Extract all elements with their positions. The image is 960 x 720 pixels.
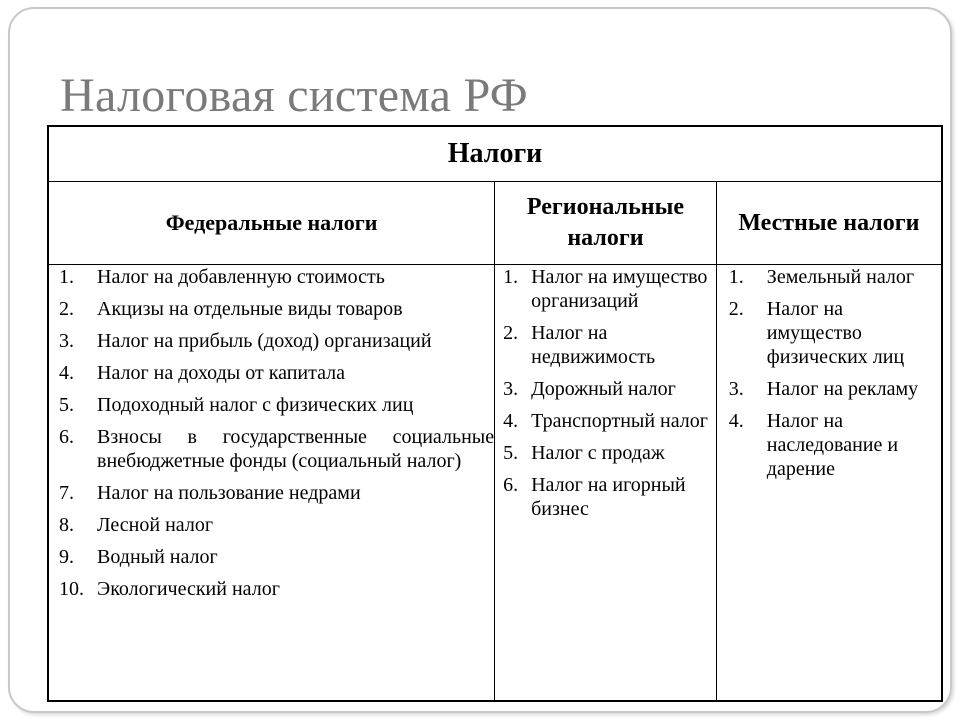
list-item [49,481,494,505]
list-item-number: 2. [503,322,519,344]
list-item-number: 1. [728,266,744,288]
list-item-number: 5. [503,442,519,464]
list-item-text: Налог на добавленную стоимость [97,266,385,288]
list-item-number: 1. [503,266,519,288]
federal-taxes-list [49,265,494,601]
list-item-number: 6. [503,474,519,496]
local-taxes-header [716,182,942,265]
list-item-text: Налог на рекламу [766,378,919,400]
list-item [495,473,716,521]
list-item [49,513,494,537]
list-item [49,425,494,473]
list-item-number: 3. [728,378,744,400]
list-item [49,545,494,569]
list-item-number: 4. [728,410,744,432]
list-item-text: Налог на наследование и дарение [766,410,899,480]
list-item [49,297,494,321]
list-item [495,409,716,433]
local-taxes-header-text: Местные налоги [738,209,920,236]
local-taxes-cell [716,265,942,702]
tax-lists-row [48,265,942,702]
list-item-text: Дорожный налог [531,378,676,400]
list-item-number: 9. [59,546,74,568]
list-item [717,297,941,369]
list-item-text: Экологический налог [97,578,280,600]
list-item-number: 7. [59,482,74,504]
regional-taxes-list [495,265,716,521]
list-item [49,361,494,385]
list-item-text: Налог на имущество физических лиц [766,298,905,368]
list-item-number: 5. [59,394,74,416]
list-item [717,377,941,401]
list-item [495,441,716,465]
list-item-number: 4. [59,362,74,384]
federal-taxes-cell [48,265,495,702]
slide-title: Налоговая система РФ [60,69,528,122]
list-item-text: Взносы в государственные социальные внебюджетные фонды (социальный налог) [97,426,495,472]
list-item-text: Водный налог [97,546,218,568]
column-header-row [48,182,942,265]
list-item-number: 2. [728,298,744,320]
list-item [49,265,494,289]
list-item-number: 3. [503,378,519,400]
list-item-number: 3. [59,330,74,352]
list-item-number: 1. [59,266,74,288]
list-item-text: Земельный налог [766,266,915,288]
local-taxes-list [717,265,941,481]
list-item [495,265,716,313]
table-header-row [48,126,942,182]
list-item-text: Подоходный налог с физических лиц [97,394,414,416]
list-item-number: 2. [59,298,74,320]
list-item-text: Налог на пользование недрами [97,482,361,504]
list-item-number: 10. [59,578,84,600]
federal-taxes-header: Федеральные налоги [48,182,495,265]
list-item-text: Налог на недвижимость [531,322,656,368]
list-item [49,329,494,353]
regional-taxes-cell [495,265,717,702]
list-item-number: 8. [59,514,74,536]
list-item-text: Налог на игорный бизнес [531,474,686,520]
list-item-text: Налог с продаж [531,442,665,464]
list-item [717,265,941,289]
list-item-text: Лесной налог [97,514,214,536]
list-item-text: Налог на доходы от капитала [97,362,346,384]
list-item [717,409,941,481]
list-item [49,577,494,601]
regional-taxes-header [495,182,717,265]
list-item-text: Акцизы на отдельные виды товаров [97,298,403,320]
list-item [49,393,494,417]
list-item-number: 4. [503,410,519,432]
list-item-text: Налог на прибыль (доход) организаций [97,330,432,352]
taxes-header: Налоги [48,126,942,182]
regional-taxes-header-text: Региональные налоги [526,194,685,251]
list-item [495,377,716,401]
tax-table [47,125,943,702]
list-item [495,321,716,369]
list-item-text: Транспортный налог [531,410,708,432]
list-item-number: 6. [59,426,74,448]
list-item-text: Налог на имущество организаций [531,266,708,312]
